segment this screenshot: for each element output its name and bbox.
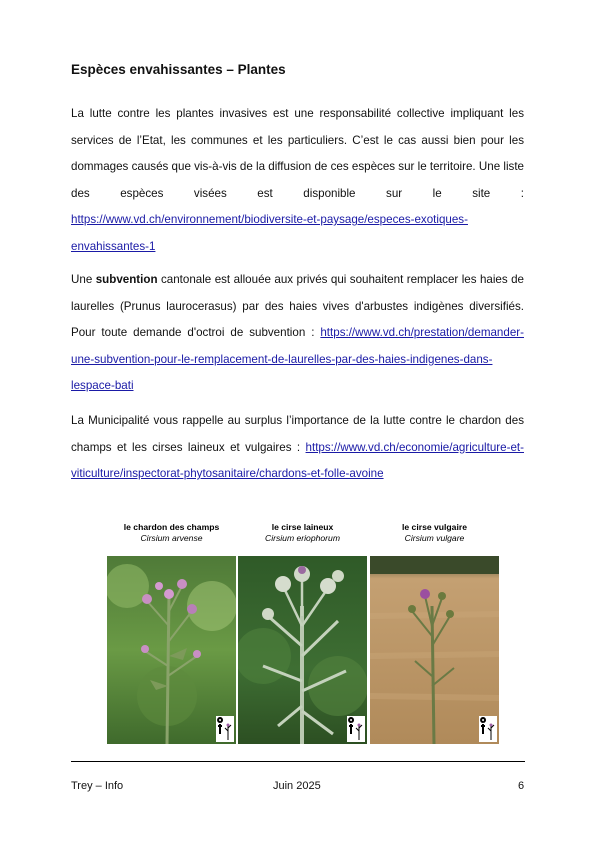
- caption-latin-name: Cirsium arvense: [140, 533, 203, 543]
- link-thistles-info[interactable]: https://www.vd.ch/economie/agriculture-et-viticulture/inspectorat-phytosanitaire/chardons-et-folle-avoine: [71, 440, 524, 480]
- photo-cirse-laineux: [238, 556, 367, 744]
- link-subsidy-request[interactable]: https://www.vd.ch/prestation/demander-une-subvention-pour-le-remplacement-de-laurelles-par-des-haies-indigenes-dans-lespace-bati: [71, 326, 524, 392]
- caption-common-name: le chardon des champs: [123, 522, 220, 532]
- paragraph-text: La lutte contre les plantes invasives est une responsabilité collective impliquant les services de l’Etat, les communes et les particuliers. C’est le cas aussi bien pour les dommages causés que vis-à-vis de la diffusion de ces espèces sur le territoire. Une liste des espèces visées est disponible sur le site :: [71, 107, 524, 200]
- caption: [238, 522, 367, 544]
- panel-chardon-des-champs: [107, 522, 236, 744]
- paragraph-text: cantonale est allouée aux privés qui souhaitent remplacer les haies de laurelles (Prunus laurocerasus) par des haies vives d'arbustes indigènes diversifiés. Pour toute demande d'octroi de subvention :: [71, 273, 524, 339]
- caption-common-name: le cirse vulgaire: [402, 522, 467, 532]
- caption-common-name: le cirse laineux: [271, 522, 334, 532]
- paragraph-thistles: [71, 408, 524, 488]
- photo-chardon-des-champs: [107, 556, 236, 744]
- photo-cirse-vulgaire: [370, 556, 499, 744]
- link-invasive-species-list[interactable]: https://www.vd.ch/environnement/biodiversite-et-paysage/especes-exotiques-envahissantes-1: [71, 213, 468, 253]
- caption: [370, 522, 499, 544]
- caption: [107, 522, 236, 544]
- panel-cirse-laineux: [238, 522, 367, 744]
- caption-latin-name: Cirsium eriophorum: [265, 533, 340, 543]
- page-title: Espèces envahissantes – Plantes: [71, 62, 286, 77]
- thistle-figure: [107, 522, 499, 744]
- paragraph-text: La Municipalité vous rappelle au surplus l’importance de la lutte contre le chardon des champs et les cirses laineux et vulgaires :: [71, 414, 524, 454]
- footer-publication: Trey – Info: [71, 780, 124, 792]
- paragraph-text: Une: [71, 273, 96, 286]
- caption-latin-name: Cirsium vulgare: [404, 533, 465, 543]
- footer-date: Juin 2025: [273, 780, 321, 792]
- footer-divider: [71, 761, 525, 762]
- footer-page-number: 6: [518, 780, 525, 792]
- subsidy-bold: subvention: [95, 273, 158, 286]
- panel-cirse-vulgaire: [370, 522, 499, 744]
- paragraph-subsidy: [71, 267, 524, 400]
- paragraph-invasive-plants: [71, 101, 524, 260]
